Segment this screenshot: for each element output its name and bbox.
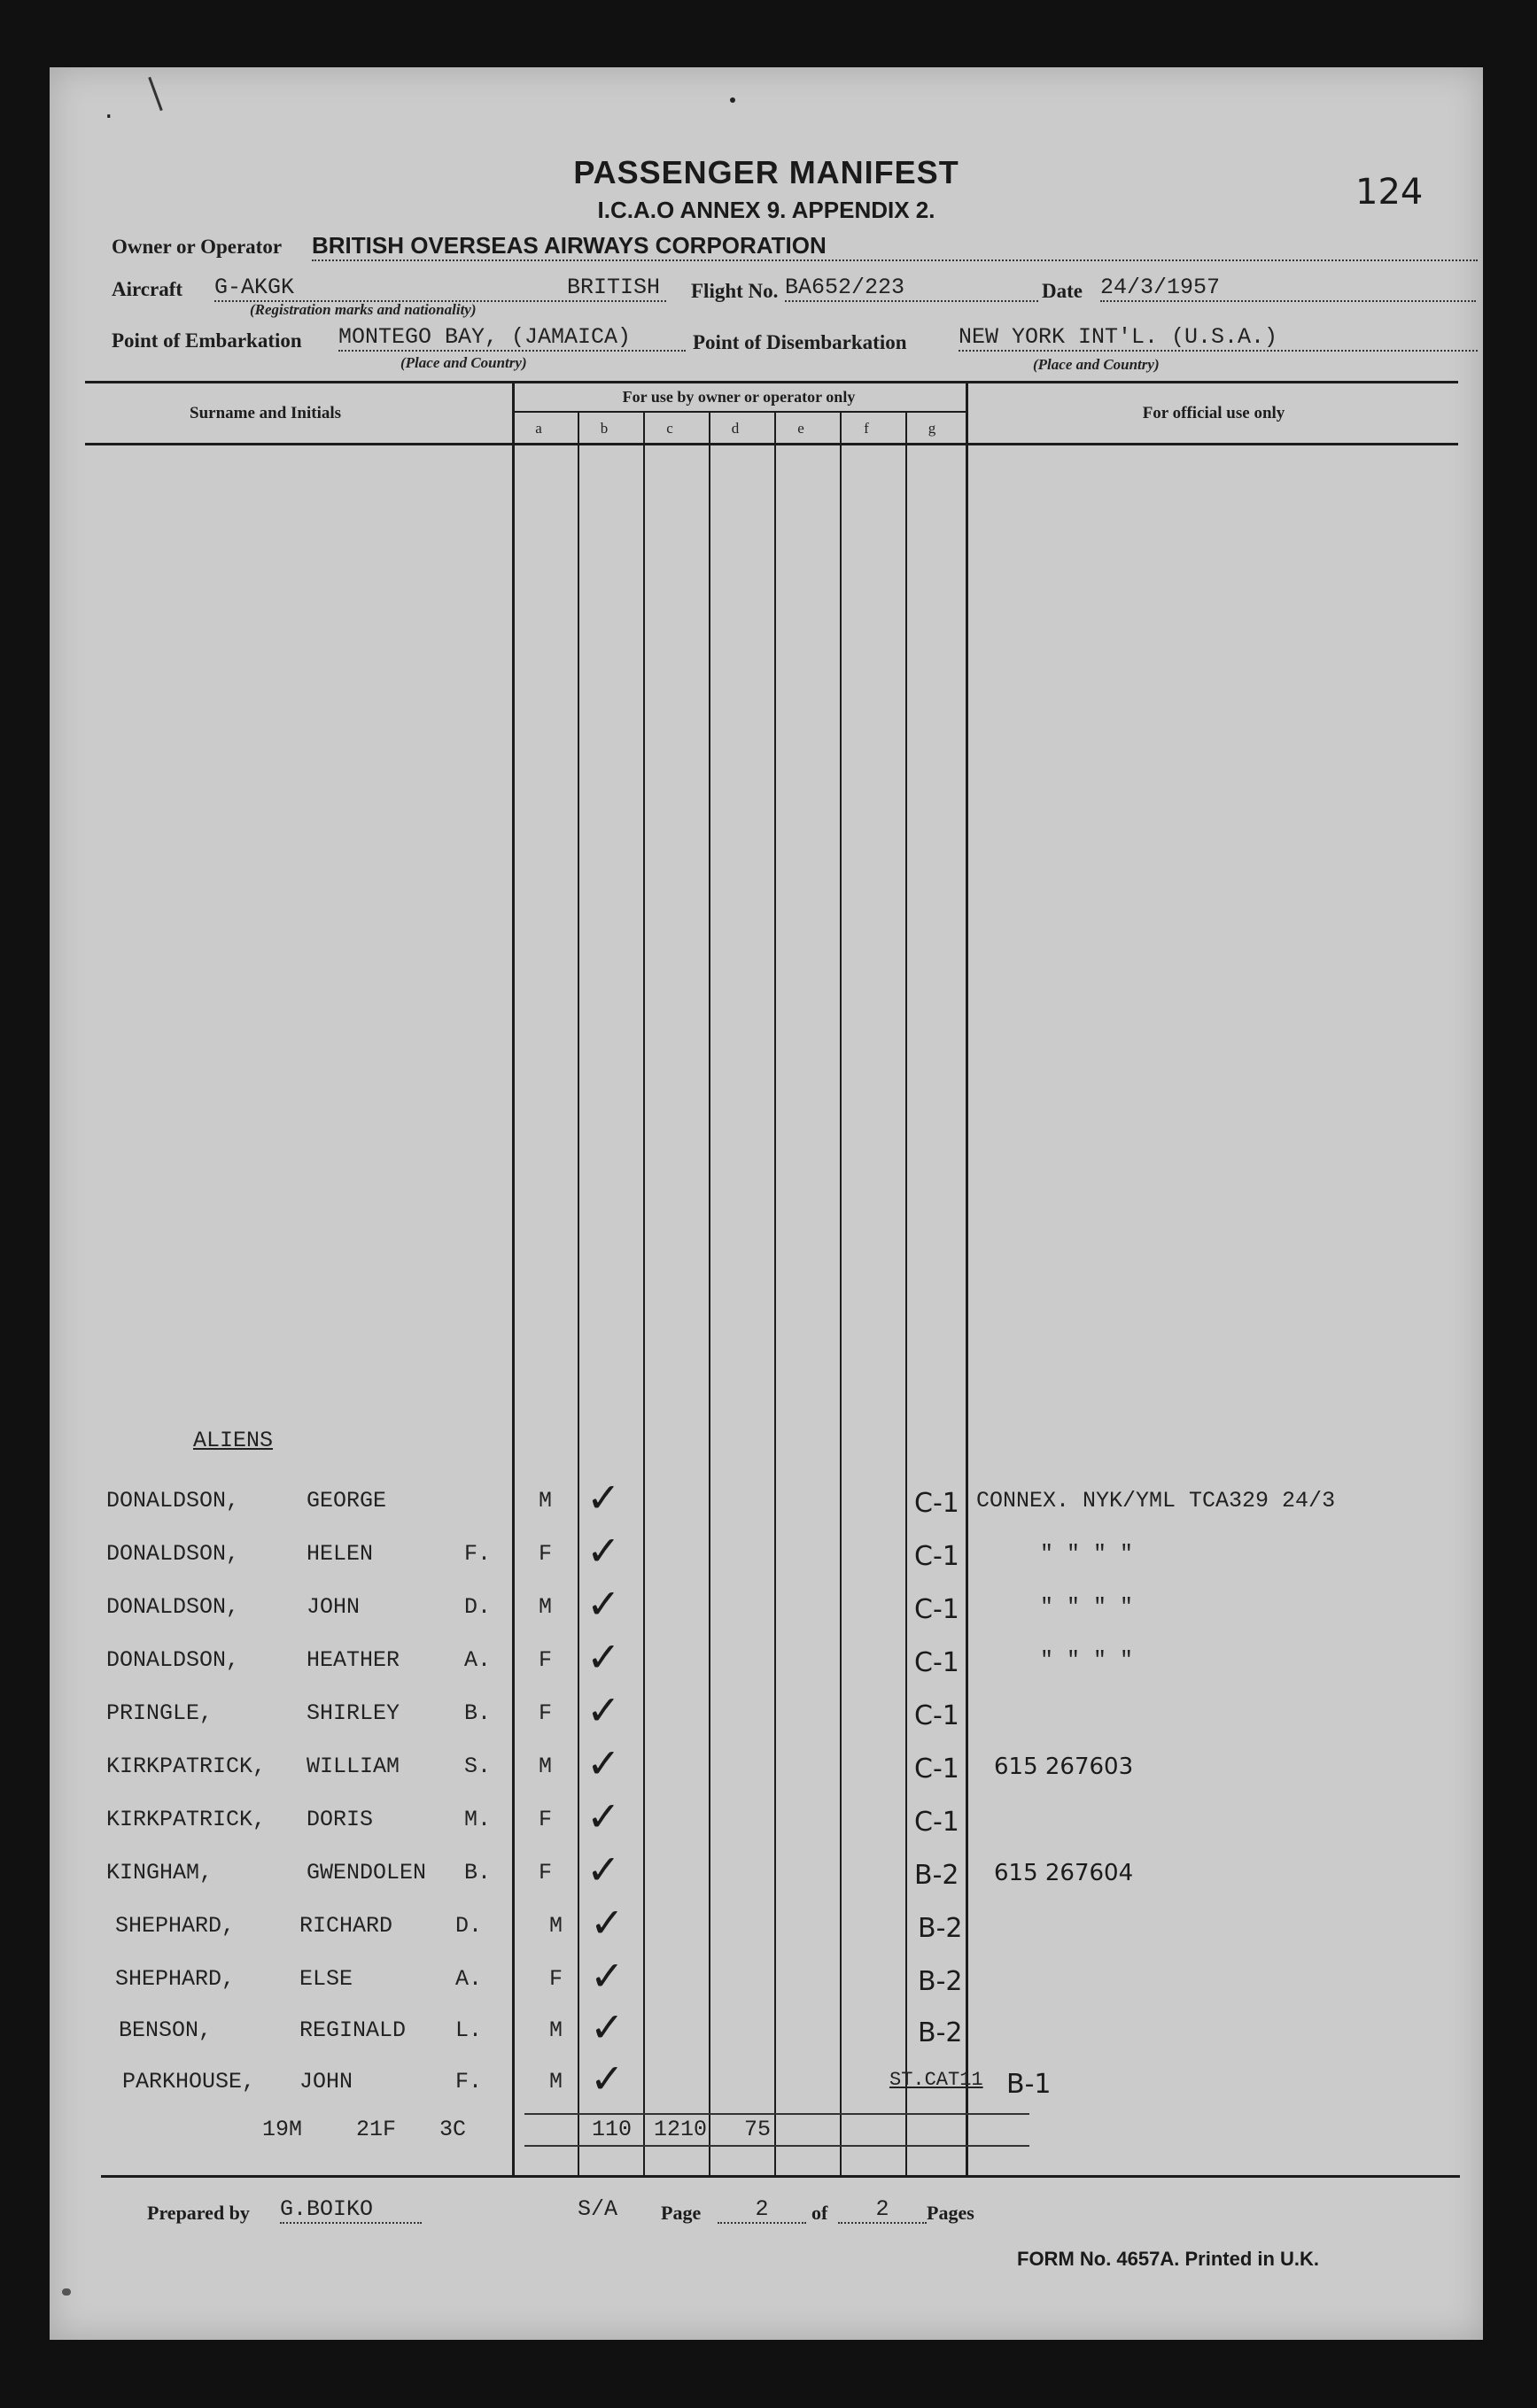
class-code: C-1 bbox=[914, 1594, 959, 1625]
total-col-c: 1210 bbox=[654, 2117, 708, 2142]
registration-caption: (Registration marks and nationality) bbox=[250, 301, 477, 318]
owner-value: BRITISH OVERSEAS AIRWAYS CORPORATION bbox=[312, 232, 1478, 261]
footer-top-rule bbox=[101, 2175, 1460, 2178]
check-mark: ✓ bbox=[586, 1792, 621, 1840]
embark-value: MONTEGO BAY, (JAMAICA) bbox=[338, 324, 686, 352]
initial: M. bbox=[464, 1807, 492, 1832]
sex: M bbox=[539, 1594, 553, 1620]
page-value: 2 bbox=[718, 2196, 806, 2224]
surname: DONALDSON, bbox=[106, 1647, 240, 1673]
given-name: DORIS bbox=[307, 1807, 374, 1832]
last-row-note: ST.CAT11 bbox=[889, 2069, 983, 2091]
official-note: " " " " bbox=[1040, 1647, 1134, 1673]
check-mark: ✓ bbox=[586, 1846, 621, 1893]
manifest-sheet bbox=[50, 67, 1483, 2340]
col-header-a: a bbox=[535, 420, 542, 437]
given-name: REGINALD bbox=[299, 2017, 407, 2043]
given-name: JOHN bbox=[299, 2069, 353, 2094]
owner-subhead-rule bbox=[512, 411, 966, 413]
class-code: B-2 bbox=[918, 1966, 963, 1997]
table-row bbox=[50, 1952, 1483, 2009]
table-row bbox=[50, 1686, 1483, 1743]
given-name: HEATHER bbox=[307, 1647, 400, 1673]
page-number: 124 bbox=[1355, 172, 1424, 213]
table-row bbox=[50, 1846, 1483, 1902]
initial: B. bbox=[464, 1860, 492, 1885]
check-mark: ✓ bbox=[586, 1474, 621, 1521]
class-code: C-1 bbox=[914, 1541, 959, 1572]
table-row bbox=[50, 1739, 1483, 1796]
of-label: of bbox=[811, 2202, 828, 2224]
prepared-label: Prepared by bbox=[147, 2202, 250, 2224]
sex: M bbox=[549, 2017, 563, 2043]
col-header-c: c bbox=[666, 420, 673, 437]
surname: DONALDSON, bbox=[106, 1594, 240, 1620]
corner-mark: . bbox=[105, 94, 113, 125]
col-rule-7 bbox=[966, 383, 968, 2175]
sex: M bbox=[549, 1913, 563, 1939]
surname: KIRKPATRICK, bbox=[106, 1807, 267, 1832]
class-code: C-1 bbox=[914, 1700, 959, 1731]
class-code: C-1 bbox=[914, 1754, 959, 1785]
disembark-value: NEW YORK INT'L. (U.S.A.) bbox=[959, 324, 1478, 352]
section-label-aliens: ALIENS bbox=[193, 1428, 274, 1453]
disembark-label: Point of Disembarkation bbox=[693, 331, 907, 353]
initial: D. bbox=[464, 1594, 492, 1620]
totals-top-rule bbox=[524, 2113, 1029, 2115]
page-title: PASSENGER MANIFEST bbox=[573, 154, 959, 190]
class-code: B-2 bbox=[918, 1913, 963, 1944]
check-mark: ✓ bbox=[586, 1686, 621, 1734]
pages-label: Pages bbox=[927, 2202, 974, 2224]
initial: A. bbox=[464, 1647, 492, 1673]
official-note: CONNEX. NYK/YML TCA329 24/3 bbox=[976, 1488, 1336, 1514]
initial: L. bbox=[455, 2017, 483, 2043]
col-rule-3 bbox=[709, 413, 710, 2175]
check-mark: ✓ bbox=[586, 1633, 621, 1681]
table-row bbox=[50, 1633, 1483, 1690]
sa-value: S/A bbox=[578, 2196, 618, 2222]
col-rule-2 bbox=[643, 413, 645, 2175]
sex: F bbox=[539, 1807, 553, 1832]
initial: S. bbox=[464, 1754, 492, 1779]
total-col-d: 75 bbox=[744, 2117, 772, 2142]
prepared-value: G.BOIKO bbox=[280, 2196, 422, 2224]
surname: KIRKPATRICK, bbox=[106, 1754, 267, 1779]
official-note: " " " " bbox=[1040, 1541, 1134, 1567]
sex: F bbox=[549, 1966, 563, 1992]
owner-label: Owner or Operator bbox=[112, 236, 283, 258]
surname: DONALDSON, bbox=[106, 1541, 240, 1567]
check-mark: ✓ bbox=[586, 1580, 621, 1628]
sex: F bbox=[539, 1860, 553, 1885]
class-code: B-2 bbox=[914, 1860, 959, 1891]
table-header-rule bbox=[85, 443, 1458, 445]
date-label: Date bbox=[1042, 280, 1083, 302]
table-row bbox=[50, 2003, 1483, 2060]
col-rule-6 bbox=[905, 413, 907, 2175]
table-row bbox=[50, 2055, 1483, 2111]
col-header-b: b bbox=[600, 420, 609, 437]
check-mark: ✓ bbox=[590, 2055, 625, 2102]
check-mark: ✓ bbox=[590, 1899, 625, 1947]
given-name: SHIRLEY bbox=[307, 1700, 400, 1726]
flight-value: BA652/223 bbox=[785, 275, 1038, 302]
col-rule-0 bbox=[512, 383, 515, 2175]
class-code: C-1 bbox=[914, 1647, 959, 1678]
surname: BENSON, bbox=[119, 2017, 213, 2043]
given-name: HELEN bbox=[307, 1541, 374, 1567]
table-row bbox=[50, 1527, 1483, 1583]
embark-label: Point of Embarkation bbox=[112, 329, 302, 352]
surname-header: Surname and Initials bbox=[190, 404, 342, 422]
official-header: For official use only bbox=[1142, 404, 1285, 422]
check-mark: ✓ bbox=[590, 2003, 625, 2051]
aircraft-value: G-AKGK bbox=[214, 275, 666, 302]
initial: B. bbox=[464, 1700, 492, 1726]
official-note: 615 267604 bbox=[994, 1860, 1134, 1886]
surname: PARKHOUSE, bbox=[122, 2069, 256, 2094]
sex: F bbox=[539, 1647, 553, 1673]
col-rule-1 bbox=[578, 413, 579, 2175]
class-code: B-2 bbox=[918, 2017, 963, 2048]
aircraft-label: Aircraft bbox=[112, 278, 183, 300]
form-number: FORM No. 4657A. Printed in U.K. bbox=[1017, 2248, 1320, 2270]
given-name: GWENDOLEN bbox=[307, 1860, 427, 1885]
col-header-d: d bbox=[731, 420, 740, 437]
disembark-caption: (Place and Country) bbox=[1033, 356, 1160, 373]
flight-label: Flight No. bbox=[691, 280, 779, 302]
table-row bbox=[50, 1580, 1483, 1637]
sex: M bbox=[539, 1754, 553, 1779]
initial: A. bbox=[455, 1966, 483, 1992]
given-name: GEORGE bbox=[307, 1488, 387, 1514]
nationality-value: BRITISH bbox=[567, 275, 661, 300]
edge-speck bbox=[62, 2288, 71, 2296]
official-note: 615 267603 bbox=[994, 1754, 1134, 1780]
check-mark: ✓ bbox=[590, 1952, 625, 2000]
sex: F bbox=[539, 1700, 553, 1726]
date-value: 24/3/1957 bbox=[1100, 275, 1476, 302]
check-mark: ✓ bbox=[586, 1739, 621, 1787]
table-top-rule bbox=[85, 381, 1458, 383]
col-header-e: e bbox=[797, 420, 804, 437]
total-col-b: 110 bbox=[592, 2117, 633, 2142]
owner-use-header: For use by owner or operator only bbox=[622, 388, 856, 406]
col-header-g: g bbox=[928, 420, 936, 437]
col-header-f: f bbox=[864, 420, 869, 437]
table-row bbox=[50, 1474, 1483, 1530]
sex: F bbox=[539, 1541, 553, 1567]
class-code: B-1 bbox=[1006, 2069, 1052, 2100]
initial: D. bbox=[455, 1913, 483, 1939]
surname: SHEPHARD, bbox=[115, 1913, 236, 1939]
sex: M bbox=[549, 2069, 563, 2094]
surname: KINGHAM, bbox=[106, 1860, 213, 1885]
corner-tick bbox=[148, 77, 162, 112]
initial: F. bbox=[455, 2069, 483, 2094]
surname: DONALDSON, bbox=[106, 1488, 240, 1514]
page-subtitle: I.C.A.O ANNEX 9. APPENDIX 2. bbox=[597, 197, 935, 223]
surname: PRINGLE, bbox=[106, 1700, 213, 1726]
embark-caption: (Place and Country) bbox=[400, 354, 527, 371]
class-code: C-1 bbox=[914, 1807, 959, 1838]
total-females: 21F bbox=[356, 2117, 397, 2142]
col-rule-4 bbox=[774, 413, 776, 2175]
total-males: 19M bbox=[262, 2117, 303, 2142]
official-note: " " " " bbox=[1040, 1594, 1134, 1620]
totals-bottom-rule bbox=[524, 2145, 1029, 2147]
given-name: RICHARD bbox=[299, 1913, 393, 1939]
surname: SHEPHARD, bbox=[115, 1966, 236, 1992]
initial: F. bbox=[464, 1541, 492, 1567]
given-name: JOHN bbox=[307, 1594, 361, 1620]
punch-dot bbox=[730, 97, 735, 103]
col-rule-5 bbox=[840, 413, 842, 2175]
sex: M bbox=[539, 1488, 553, 1514]
check-mark: ✓ bbox=[586, 1527, 621, 1575]
given-name: WILLIAM bbox=[307, 1754, 400, 1779]
class-code: C-1 bbox=[914, 1488, 959, 1519]
given-name: ELSE bbox=[299, 1966, 353, 1992]
of-value: 2 bbox=[838, 2196, 927, 2224]
table-row bbox=[50, 1899, 1483, 1955]
table-row bbox=[50, 1792, 1483, 1849]
total-children: 3C bbox=[439, 2117, 467, 2142]
page-label: Page bbox=[661, 2202, 702, 2224]
